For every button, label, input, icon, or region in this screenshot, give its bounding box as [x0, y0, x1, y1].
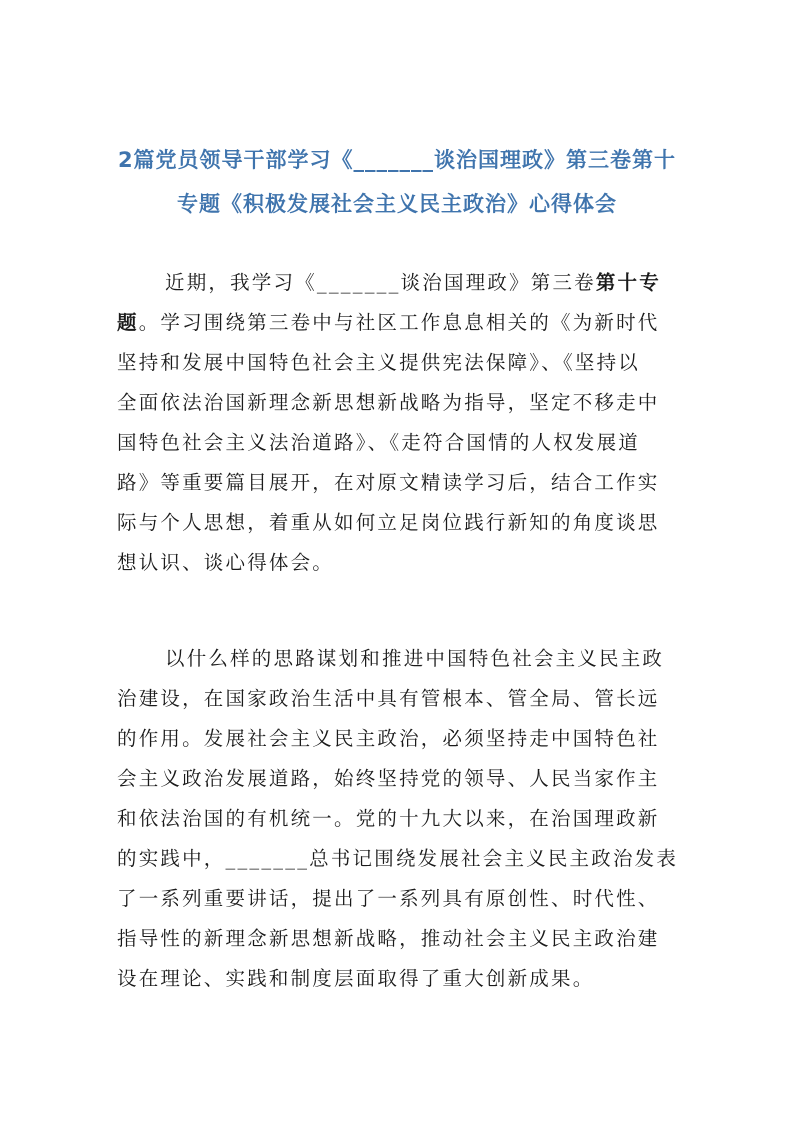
paragraph-line: 国特色社会主义法治道路》、《走符合国情的人权发展道 [117, 431, 641, 454]
document-title [110, 138, 684, 226]
paragraph-line: 际与个人思想，着重从如何立足岗位践行新知的角度谈思 [117, 511, 660, 534]
title-line-1: 2篇党员领导干部学习《_______谈治国理政》第三卷第十 [117, 148, 677, 172]
paragraph-line: 指导性的新理念新思想新战略，推动社会主义民主政治建 [117, 927, 660, 950]
paragraph-intro [117, 263, 677, 583]
paragraph-line: 坚持和发展中国特色社会主义提供宪法保障》、《坚持以 [117, 351, 641, 374]
paragraph-line: 治建设，在国家政治生活中具有管根本、管全局、管长远 [117, 687, 660, 710]
bold-text-run: 题 [117, 311, 139, 334]
paragraph-line: 想认识、谈心得体会。 [117, 551, 335, 574]
paragraph-line: 了一系列重要讲话，提出了一系列具有原创性、时代性、 [117, 887, 660, 910]
bold-text-run: 第十专 [595, 271, 661, 294]
paragraph-line: 设在理论、实践和制度层面取得了重大创新成果。 [117, 967, 595, 990]
paragraph-line [117, 303, 677, 343]
text-run: 近期，我学习《_______谈治国理政》第三卷 [165, 271, 596, 294]
text-run: 。学习围绕第三卷中与社区工作息息相关的《为新时代 [138, 311, 660, 334]
paragraph-line: 会主义政治发展道路，始终坚持党的领导、人民当家作主 [117, 767, 660, 790]
paragraph-line: 全面依法治国新理念新思想新战略为指导，坚定不移走中 [117, 391, 660, 414]
paragraph-line: 以什么样的思路谋划和推进中国特色社会主义民主政 [165, 647, 665, 670]
paragraph-line: 的作用。发展社会主义民主政治，必须坚持走中国特色社 [117, 727, 660, 750]
paragraph-line: 和依法治国的有机统一。党的十九大以来，在治国理政新 [117, 807, 660, 830]
paragraph-line: 的实践中，_______总书记围绕发展社会主义民主政治发表 [117, 847, 679, 870]
paragraph-line [117, 263, 677, 303]
paragraph-body [117, 639, 677, 999]
paragraph-line: 路》等重要篇目展开，在对原文精读学习后，结合工作实 [117, 471, 660, 494]
title-line-2: 专题《积极发展社会主义民主政治》心得体会 [177, 192, 617, 216]
